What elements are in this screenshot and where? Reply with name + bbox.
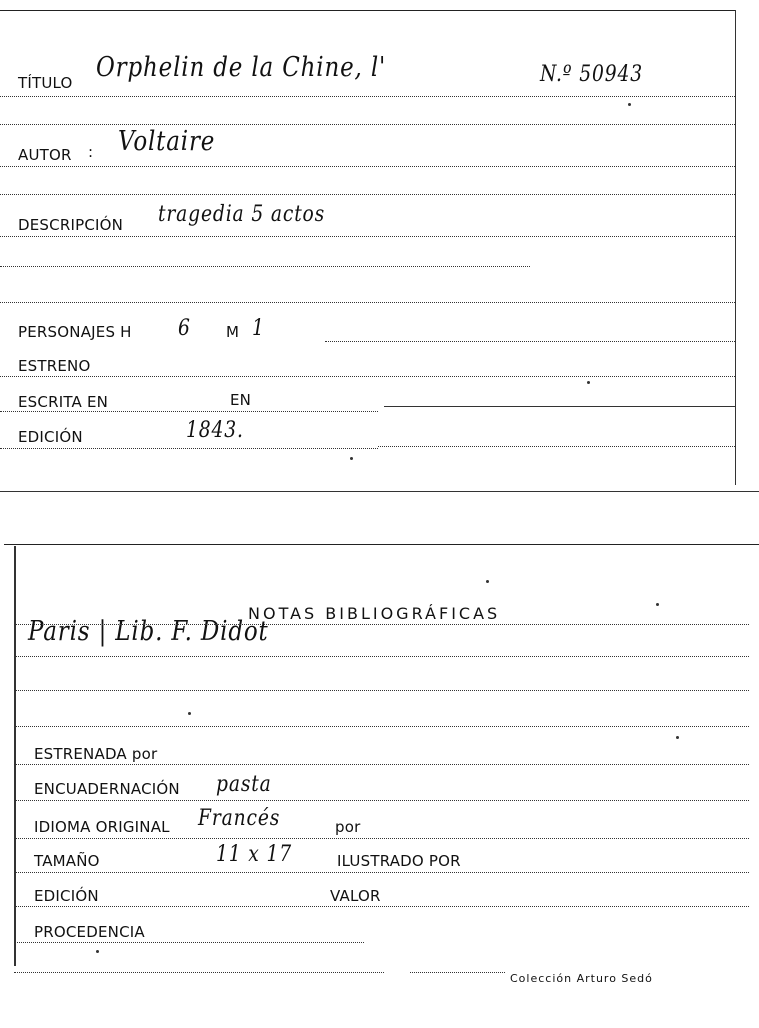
rule bbox=[0, 96, 735, 97]
autor-colon: : bbox=[88, 143, 94, 161]
ink-speck bbox=[628, 103, 631, 106]
descripcion-value: tragedia 5 actos bbox=[158, 202, 326, 227]
descripcion-label: DESCRIPCIÓN bbox=[18, 216, 124, 234]
escrita-en-label: ESCRITA EN bbox=[18, 393, 109, 411]
edicion-label: EDICIÓN bbox=[18, 428, 83, 446]
en-label: EN bbox=[230, 391, 252, 409]
idioma-por-label: por bbox=[335, 818, 361, 836]
ink-speck bbox=[587, 381, 590, 384]
rule bbox=[0, 302, 735, 303]
rule bbox=[14, 656, 749, 657]
idioma-label: IDIOMA ORIGINAL bbox=[34, 818, 170, 836]
rule bbox=[14, 624, 749, 625]
rule bbox=[14, 690, 749, 691]
rule bbox=[410, 972, 505, 973]
card-bottom-edge bbox=[0, 491, 759, 492]
card-right-edge bbox=[735, 10, 736, 485]
rule bbox=[384, 406, 735, 407]
tamano-value: 11 x 17 bbox=[216, 842, 292, 867]
personajes-label: PERSONAJES H bbox=[18, 323, 132, 341]
rule bbox=[0, 411, 378, 412]
edicion-value: 1843. bbox=[186, 418, 244, 443]
rule bbox=[0, 124, 735, 125]
rule bbox=[325, 341, 735, 342]
notas-value: Paris | Lib. F. Didot bbox=[28, 616, 269, 647]
ink-speck bbox=[350, 457, 353, 460]
ink-speck bbox=[96, 950, 99, 953]
ink-speck bbox=[656, 603, 659, 606]
notas-bibliograficas-heading: NOTAS BIBLIOGRÁFICAS bbox=[248, 604, 501, 623]
rule bbox=[0, 266, 530, 267]
rule bbox=[14, 942, 364, 943]
titulo-value: Orphelin de la Chine, l' bbox=[96, 52, 387, 83]
rule bbox=[14, 764, 749, 765]
rule bbox=[14, 972, 384, 973]
card-left-edge bbox=[14, 546, 16, 966]
rule bbox=[0, 166, 735, 167]
estrenada-label: ESTRENADA por bbox=[34, 745, 158, 763]
ink-speck bbox=[486, 580, 489, 583]
personajes-m-value: 1 bbox=[252, 316, 265, 341]
estreno-label: ESTRENO bbox=[18, 357, 91, 375]
coleccion-stamp: Colección Arturo Sedó bbox=[510, 972, 653, 985]
personajes-m-label: M bbox=[226, 323, 240, 341]
autor-label: AUTOR bbox=[18, 146, 72, 164]
rule bbox=[0, 194, 735, 195]
autor-value: Voltaire bbox=[118, 126, 216, 157]
rule bbox=[14, 838, 749, 839]
tamano-label: TAMAÑO bbox=[34, 852, 100, 870]
rule bbox=[0, 236, 735, 237]
card-top-edge bbox=[4, 544, 759, 545]
rule bbox=[378, 446, 735, 447]
edicion-bottom-label: EDICIÓN bbox=[34, 887, 99, 905]
catalog-card-top bbox=[0, 0, 759, 495]
personajes-h-value: 6 bbox=[178, 316, 191, 341]
rule bbox=[0, 376, 735, 377]
encuadernacion-label: ENCUADERNACIÓN bbox=[34, 780, 180, 798]
titulo-label: TÍTULO bbox=[18, 74, 73, 92]
procedencia-label: PROCEDENCIA bbox=[34, 923, 145, 941]
rule bbox=[14, 726, 749, 727]
ilustrado-label: ILUSTRADO POR bbox=[337, 852, 461, 870]
rule bbox=[0, 448, 378, 449]
rule bbox=[14, 906, 749, 907]
rule bbox=[14, 800, 749, 801]
encuadernacion-value: pasta bbox=[216, 772, 272, 797]
card-top-edge bbox=[0, 10, 735, 11]
idioma-value: Francés bbox=[198, 806, 281, 831]
ink-speck bbox=[676, 736, 679, 739]
ink-speck bbox=[188, 712, 191, 715]
valor-label: VALOR bbox=[330, 887, 381, 905]
numero-value: N.º 50943 bbox=[540, 62, 643, 87]
rule bbox=[14, 872, 749, 873]
